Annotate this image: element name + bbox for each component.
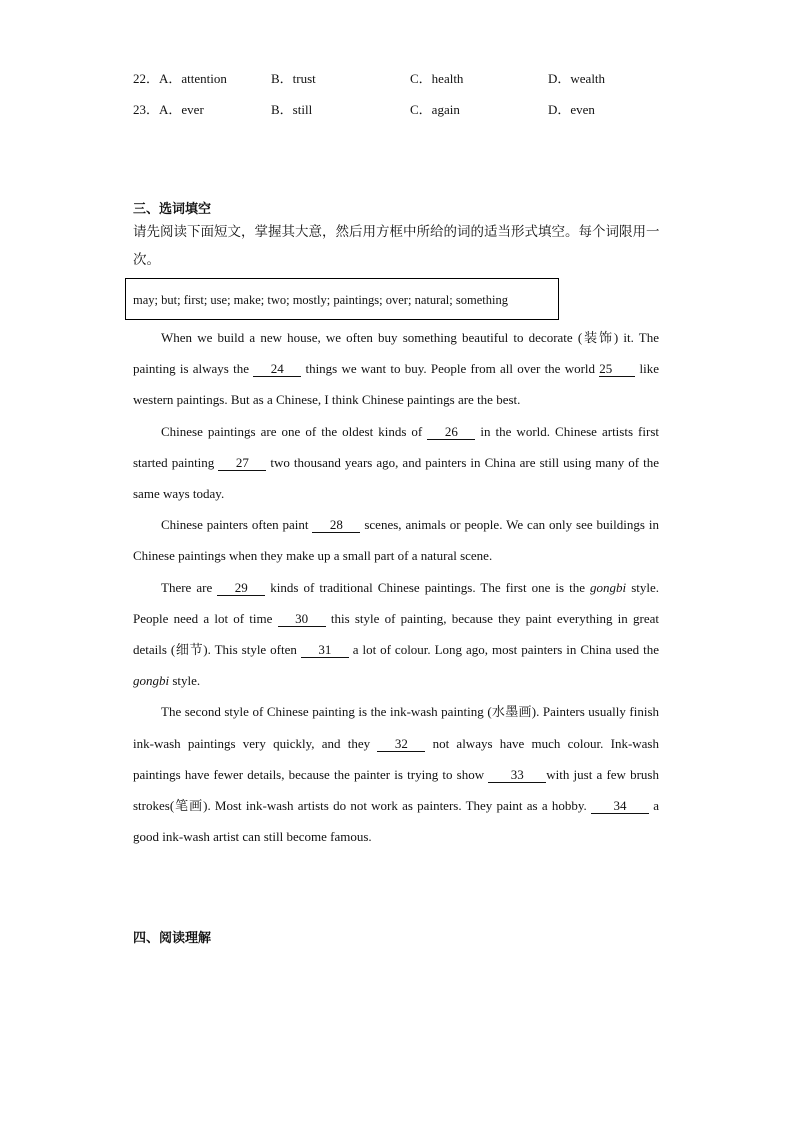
passage-text: with just a few brush strokes(笔画). Most ink-wash artists do not work as painters. They paint as a hobby. bbox=[133, 766, 659, 814]
passage-text: style. bbox=[169, 673, 201, 689]
passage-text: scenes, animals or people. We can only see buildings in Chinese paintings when they make up a small part of a natural scene. bbox=[133, 517, 659, 564]
question-22-option-c: C．health bbox=[410, 71, 464, 86]
blank-31[interactable]: 31 bbox=[301, 643, 349, 658]
passage-text: a lot of colour. Long ago, most painters in China used the bbox=[348, 642, 660, 658]
passage-text: not always have much colour. Ink-wash paintings have fewer details, because the painter is trying to show bbox=[133, 735, 659, 782]
passage-text: When we build a new house, we often buy something beautiful to decorate (装饰) it. The painting is always the bbox=[133, 330, 659, 377]
question-22-option-a bbox=[133, 68, 227, 87]
blank-32[interactable]: 32 bbox=[377, 737, 425, 752]
passage-paragraph-3 bbox=[133, 509, 659, 571]
question-23-option-a bbox=[133, 99, 204, 118]
option-a-text: A．ever bbox=[159, 102, 204, 117]
section-4-title: 四、阅读理解 bbox=[133, 931, 212, 946]
passage-text: Chinese painters often paint bbox=[161, 517, 313, 533]
gongbi-term: gongbi bbox=[590, 579, 627, 595]
blank-28[interactable]: 28 bbox=[312, 518, 360, 533]
passage-text: a good ink-wash artist can still become famous. bbox=[133, 798, 659, 845]
passage-text: like western paintings. But as a Chinese, I think Chinese paintings are the best. bbox=[133, 361, 659, 408]
passage-text: kinds of traditional Chinese paintings. The first one is the bbox=[265, 579, 591, 595]
question-23-option-b: B．still bbox=[271, 102, 313, 117]
passage-paragraph-2 bbox=[133, 416, 659, 510]
section-3-title: 三、选词填空 bbox=[133, 202, 212, 217]
question-22-option-b: B．trust bbox=[271, 71, 316, 86]
passage-text: in the world. Chinese artists first started painting bbox=[133, 423, 659, 470]
passage bbox=[133, 322, 659, 852]
passage-text: Chinese paintings are one of the oldest kinds of bbox=[161, 423, 428, 439]
option-a-text: A．attention bbox=[159, 71, 227, 86]
word-bank-box: may; but; first; use; make; two; mostly; paintings; over; natural; something bbox=[125, 278, 559, 320]
gongbi-term: gongbi bbox=[133, 673, 170, 689]
blank-24[interactable]: 24 bbox=[253, 362, 301, 377]
passage-text: things we want to buy. People from all over the world bbox=[301, 361, 600, 377]
question-number: 22． bbox=[133, 71, 160, 86]
blank-25[interactable]: 25 bbox=[599, 362, 635, 377]
passage-text: this style of painting, because they paint everything in great details (细节). This style often bbox=[133, 610, 659, 658]
question-23-option-c: C．again bbox=[410, 102, 460, 117]
question-23-option-d: D．even bbox=[548, 102, 595, 117]
passage-paragraph-1 bbox=[133, 322, 659, 416]
blank-26[interactable]: 26 bbox=[427, 425, 475, 440]
blank-33[interactable]: 33 bbox=[488, 768, 546, 783]
blank-30[interactable]: 30 bbox=[278, 612, 326, 627]
passage-text: The second style of Chinese painting is the ink-wash painting (水墨画). Painters usually finish ink-wash paintings very quickly, and they bbox=[133, 704, 659, 751]
blank-34[interactable]: 34 bbox=[591, 799, 649, 814]
question-22-option-d: D．wealth bbox=[548, 71, 606, 86]
section-3-instruction: 请先阅读下面短文，掌握其大意，然后用方框中所给的词的适当形式填空。每个词限用一次。 bbox=[133, 224, 660, 268]
passage-text: There are bbox=[161, 579, 218, 595]
passage-text: style. People need a lot of time bbox=[133, 579, 660, 626]
passage-paragraph-5 bbox=[133, 696, 659, 852]
blank-29[interactable]: 29 bbox=[217, 581, 265, 596]
blank-27[interactable]: 27 bbox=[218, 456, 266, 471]
passage-paragraph-4 bbox=[133, 572, 659, 697]
passage-text: two thousand years ago, and painters in China are still using many of the same ways today. bbox=[133, 454, 659, 502]
question-number: 23． bbox=[133, 102, 160, 117]
